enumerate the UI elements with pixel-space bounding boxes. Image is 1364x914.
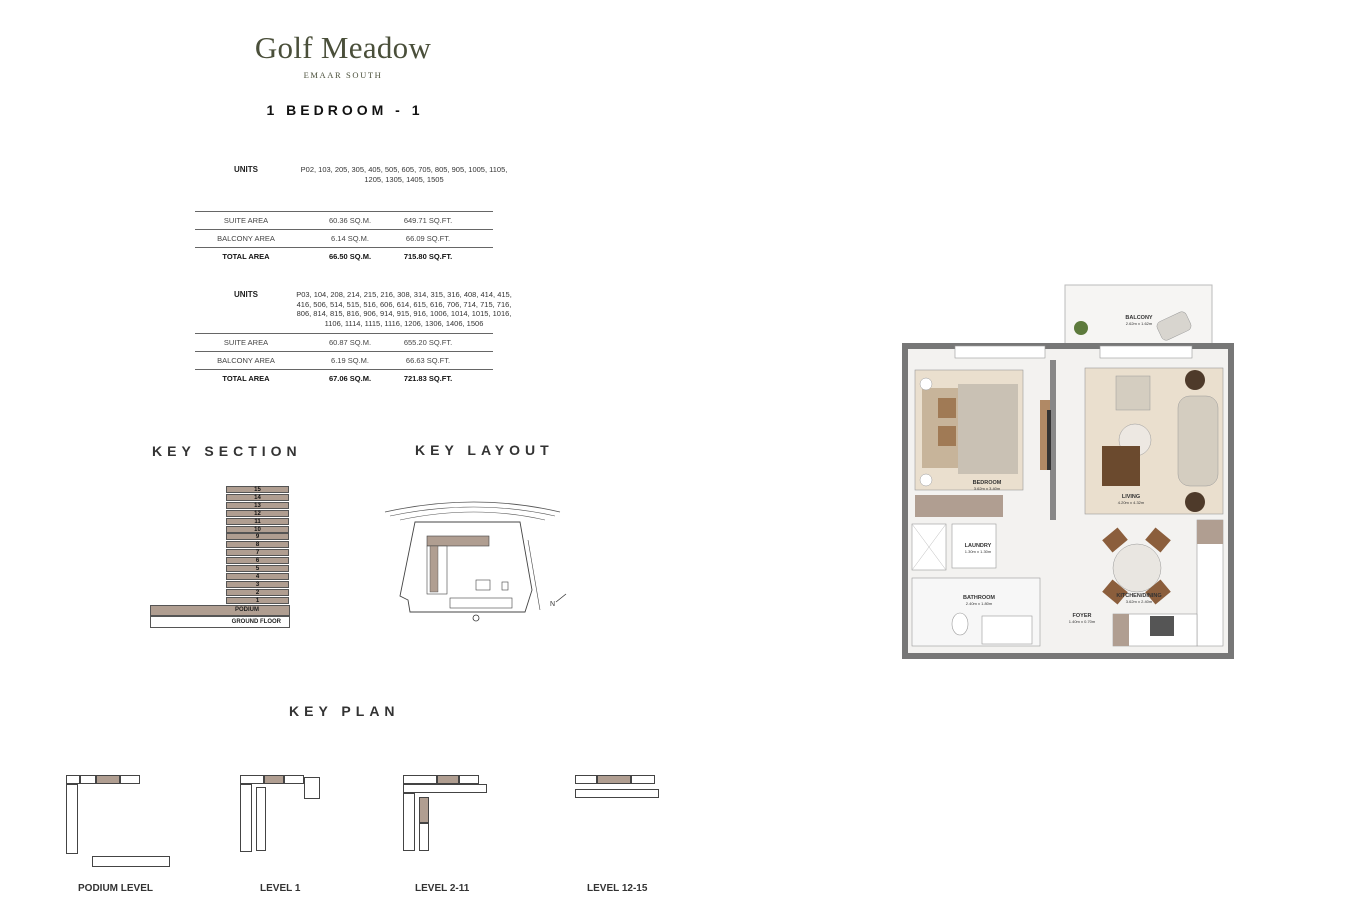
table-row (195, 352, 493, 370)
row-label: BALCONY AREA (195, 230, 297, 248)
row-sqft: 715.80 SQ.FT. (403, 252, 453, 261)
units-list-line: 806, 814, 815, 816, 906, 914, 915, 916, 1006, 1014, 1015, 1016, (296, 309, 512, 318)
row-sqm: 6.19 SQ.M. (297, 352, 403, 370)
area-table (195, 211, 493, 265)
room-dim: 4.20m x 4.32m (1117, 500, 1145, 505)
floor-level-9: 9 (226, 533, 289, 540)
units-list-line: P03, 104, 208, 214, 215, 216, 308, 314, 315, 316, 408, 414, 415, (296, 290, 512, 299)
room-label-bathroom (957, 595, 1001, 607)
room-name: FOYER (1072, 613, 1092, 619)
podium-strip (92, 856, 170, 867)
floor-level-13: 13 (226, 502, 289, 509)
floor-level-11: 11 (226, 518, 289, 525)
row-sqft: 721.83 SQ.FT. (403, 374, 453, 383)
floor-level-14: 14 (226, 494, 289, 501)
room-name: BEDROOM (972, 480, 1002, 486)
room-name: LAUNDRY (964, 543, 992, 549)
key-plan-level-2-11 (403, 775, 487, 855)
area-table (195, 333, 493, 387)
floor-level-1: 1 (226, 597, 289, 604)
room-dim: 3.62m x 3.40m (973, 486, 1001, 491)
room-name: BATHROOM (963, 595, 995, 601)
floor-level-15: 15 (226, 486, 289, 493)
floor-level-10: 10 (226, 526, 289, 533)
table-row (195, 370, 493, 388)
floor-level-5: 5 (226, 565, 289, 572)
row-sqft: 66.09 SQ.FT. (403, 230, 493, 248)
row-label: TOTAL AREA (222, 374, 270, 383)
table-row (195, 334, 493, 352)
units-label: UNITS (234, 290, 258, 299)
units-list (290, 165, 518, 184)
key-plan-level-12-15 (575, 775, 659, 805)
unit-type-title: 1 BEDROOM - 1 (266, 102, 424, 118)
units-list-line: 416, 506, 514, 515, 516, 606, 614, 615, 616, 706, 714, 715, 716, (296, 299, 512, 309)
row-sqm: 67.06 SQ.M. (328, 374, 372, 383)
floor-level-12: 12 (226, 510, 289, 517)
room-label-balcony (1118, 315, 1160, 327)
units-label: UNITS (234, 165, 258, 174)
units-list-line: P02, 103, 205, 305, 405, 505, 605, 705, 805, 905, 1005, 1105, (300, 165, 508, 174)
row-sqm: 60.87 SQ.M. (297, 334, 403, 352)
north-label: N (550, 601, 556, 608)
key-layout-diagram (380, 500, 580, 630)
key-plan-heading: KEY PLAN (289, 703, 400, 719)
key-layout-heading: KEY LAYOUT (415, 442, 554, 458)
room-name: BALCONY (1125, 315, 1153, 321)
key-plan-label: LEVEL 2-11 (415, 883, 470, 894)
row-sqft: 66.63 SQ.FT. (403, 352, 493, 370)
room-dim: 2.62m x 1.62m (1125, 321, 1153, 326)
brand-logo (248, 30, 438, 80)
room-label-kitchen-dining (1112, 593, 1166, 605)
row-sqm: 66.50 SQ.M. (328, 252, 372, 261)
room-dim: 1.40m x 0.70m (1068, 619, 1096, 624)
floor-level-7: 7 (226, 549, 289, 556)
key-plan-label: PODIUM LEVEL (78, 883, 154, 894)
row-sqft: 649.71 SQ.FT. (403, 212, 493, 230)
room-dim: 3.62m x 2.40m (1125, 599, 1153, 604)
key-plan-label: LEVEL 1 (260, 883, 301, 894)
ground-floor: GROUND FLOOR (150, 616, 290, 628)
key-plan-podium (66, 775, 146, 855)
room-label-laundry (957, 543, 999, 555)
table-row (195, 212, 493, 230)
room-name: KITCHEN/DINING (1116, 593, 1162, 599)
row-sqm: 6.14 SQ.M. (297, 230, 403, 248)
floor-level-8: 8 (226, 541, 289, 548)
row-label: BALCONY AREA (195, 352, 297, 370)
room-label-living (1110, 494, 1152, 506)
key-section-heading: KEY SECTION (152, 443, 302, 459)
room-dim: 1.30m x 1.30m (964, 549, 992, 554)
key-plan-level-1 (240, 775, 320, 855)
units-list-line: 1106, 1114, 1115, 1116, 1206, 1306, 1406, 1506 (324, 318, 484, 328)
row-label: TOTAL AREA (222, 252, 270, 261)
brand-title: Golf Meadow (254, 30, 432, 65)
key-plan-label: LEVEL 12-15 (587, 883, 648, 894)
room-name: LIVING (1121, 494, 1141, 500)
room-label-foyer (1061, 613, 1103, 625)
row-label: SUITE AREA (195, 212, 297, 230)
floor-level-2: 2 (226, 589, 289, 596)
table-row (195, 248, 493, 266)
floor-level-4: 4 (226, 573, 289, 580)
floor-level-3: 3 (226, 581, 289, 588)
room-label-bedroom (966, 480, 1008, 492)
brand-subtitle: EMAAR SOUTH (303, 70, 383, 80)
table-row (195, 230, 493, 248)
row-sqft: 655.20 SQ.FT. (403, 334, 493, 352)
units-list (290, 290, 518, 328)
row-sqm: 60.36 SQ.M. (297, 212, 403, 230)
floor-level-6: 6 (226, 557, 289, 564)
podium-floor: PODIUM (150, 605, 290, 616)
units-list-line: 1205, 1305, 1405, 1505 (364, 174, 444, 184)
floor-plan (900, 280, 1240, 670)
row-label: SUITE AREA (195, 334, 297, 352)
room-dim: 2.40m x 1.80m (965, 601, 993, 606)
